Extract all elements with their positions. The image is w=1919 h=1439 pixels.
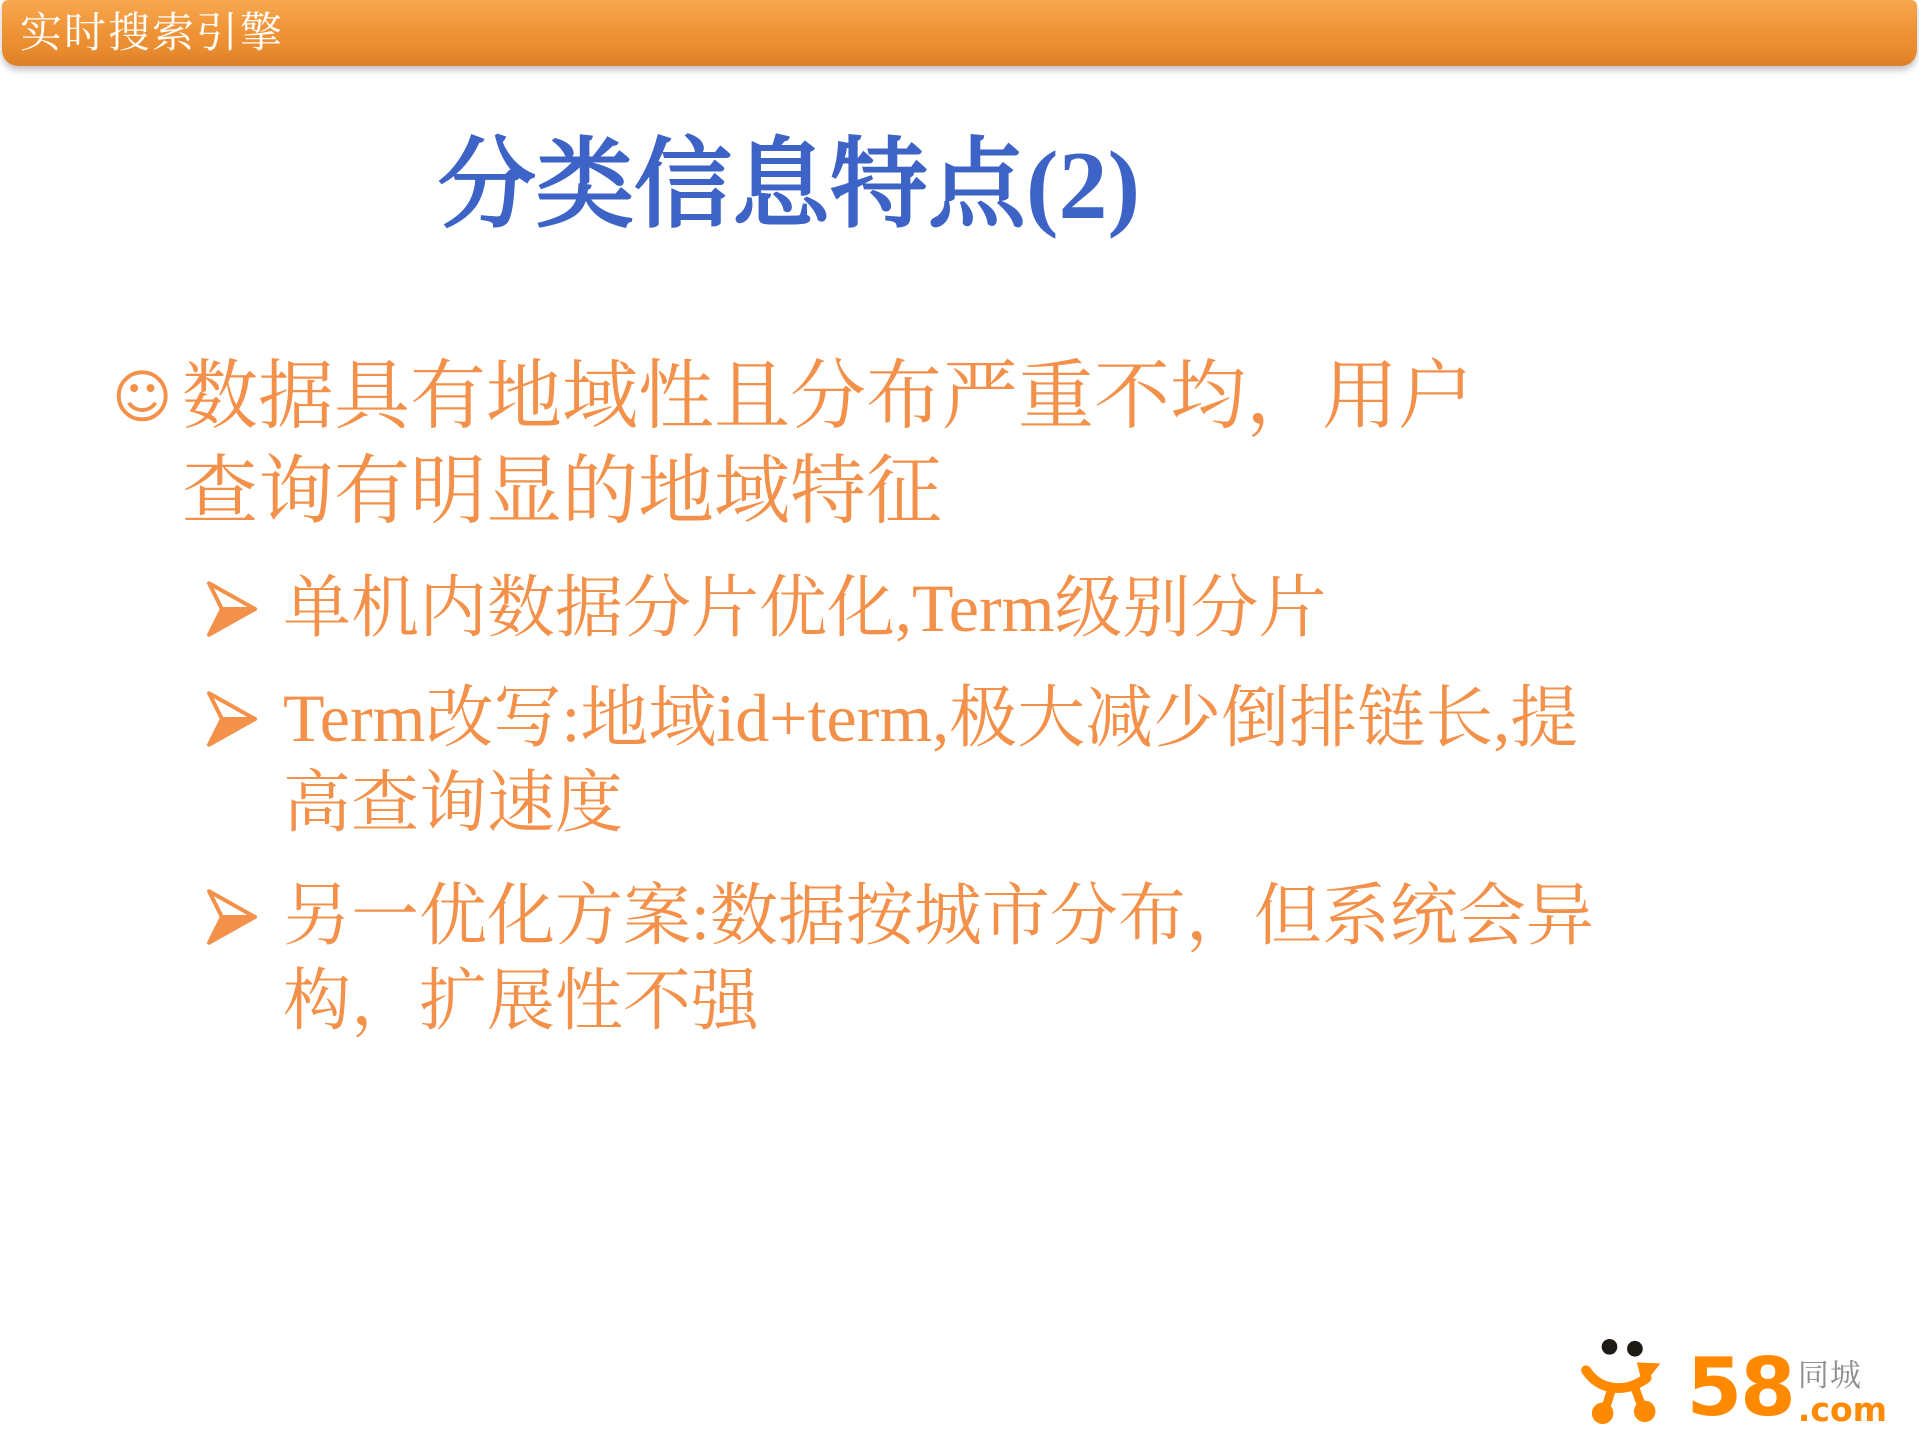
- arrowhead-icon: [205, 874, 283, 946]
- slide-header-bar: [2, 0, 1917, 66]
- arrowhead-icon: [205, 566, 283, 638]
- bullet-text: 数据具有地域性且分布严重不均，用户查询有明显的地域特征: [182, 355, 1474, 534]
- logo-58-text: 58: [1686, 1341, 1794, 1434]
- arrowhead-icon: [205, 676, 283, 748]
- bullet-text: 单机内数据分片优化,Term级别分片: [283, 570, 1327, 646]
- logo-suffix: [1798, 1359, 1887, 1427]
- logo-domain-text: .com: [1797, 1390, 1887, 1429]
- logo-city-text: 同城: [1797, 1358, 1862, 1394]
- 58-mascot-icon: [1579, 1337, 1683, 1427]
- smiley-icon: ☺: [112, 363, 173, 431]
- slide-header-title: 实时搜索引擎: [20, 11, 285, 57]
- bullet-text: 另一优化方案:数据按城市分布，但系统会异构，扩展性不强: [283, 878, 1594, 1039]
- bullet-item-level2: [205, 676, 1685, 846]
- bullet-item-level2: [205, 874, 1685, 1044]
- page-title: 分类信息特点(2): [437, 132, 1141, 240]
- bullet-item-level1: [112, 350, 1582, 540]
- bullet-item-level2: [205, 566, 1685, 651]
- bullet-text: Term改写:地域id+term,极大减少倒排链长,提高查询速度: [283, 680, 1579, 841]
- logo-58com: [1579, 1337, 1887, 1434]
